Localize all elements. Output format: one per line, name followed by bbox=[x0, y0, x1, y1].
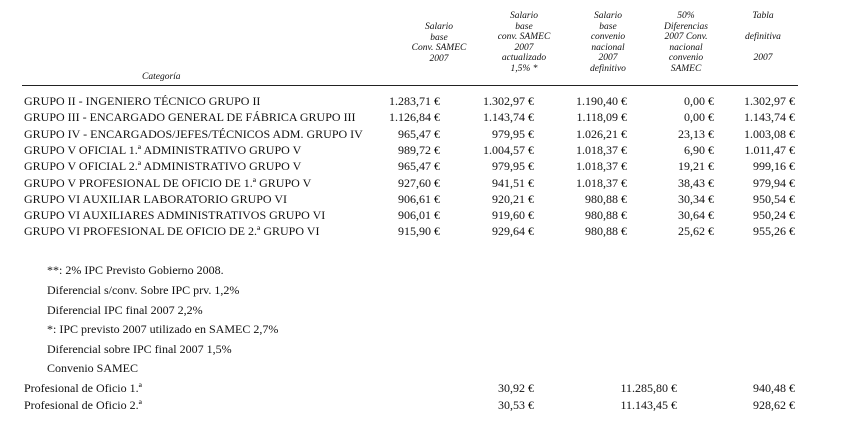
salario-actualizado-cell: 920,21 € bbox=[492, 191, 534, 206]
table-row bbox=[0, 224, 852, 240]
salario-nacional-cell: 1.026,21 € bbox=[576, 126, 627, 141]
diferencias-cell: 0,00 € bbox=[684, 94, 714, 108]
table-row bbox=[0, 159, 852, 175]
salario-actualizado-cell: 1.004,57 € bbox=[483, 142, 534, 157]
salario-base-cell: 1.126,84 € bbox=[389, 110, 440, 125]
salario-actualizado-cell: 1.302,97 € bbox=[483, 94, 534, 108]
table-row bbox=[0, 192, 852, 208]
salario-base-cell: 1.283,71 € bbox=[389, 94, 440, 108]
table-row bbox=[0, 127, 852, 143]
category-cell: GRUPO III - ENCARGADO GENERAL DE FÁBRICA GRUPO III bbox=[24, 110, 356, 125]
oficio-row bbox=[0, 398, 852, 414]
salario-nacional-cell: 980,88 € bbox=[585, 208, 627, 223]
header-diferencias: 50% Diferencias 2007 Conv. nacional convenio SAMEC bbox=[664, 11, 708, 74]
diferencias-cell: 25,62 € bbox=[678, 224, 714, 239]
category-cell: GRUPO V OFICIAL 2.ª ADMINISTRATIVO GRUPO V bbox=[24, 159, 302, 174]
category-cell: GRUPO II - INGENIERO TÉCNICO GRUPO II bbox=[24, 94, 261, 108]
tabla-definitiva-cell: 1.003,08 € bbox=[744, 126, 795, 141]
table-row bbox=[0, 94, 852, 110]
note-line: Diferencial s/conv. Sobre IPC prv. 1,2% bbox=[47, 283, 240, 297]
salario-nacional-cell: 1.018,37 € bbox=[576, 175, 627, 190]
tabla-definitiva-cell: 1.143,74 € bbox=[744, 110, 795, 125]
salario-actualizado-cell: 979,95 € bbox=[492, 159, 534, 174]
oficio-label: Profesional de Oficio 2.ª bbox=[24, 398, 142, 412]
salario-nacional-cell: 1.190,40 € bbox=[576, 94, 627, 108]
note-line: *: IPC previsto 2007 utilizado en SAMEC 2,7% bbox=[47, 322, 279, 336]
salario-actualizado-cell: 979,95 € bbox=[492, 126, 534, 141]
salario-actualizado-cell: 941,51 € bbox=[492, 175, 534, 190]
category-cell: GRUPO VI AUXILIARES ADMINISTRATIVOS GRUPO VI bbox=[24, 208, 326, 223]
salario-nacional-cell: 1.018,37 € bbox=[576, 159, 627, 174]
diferencias-cell: 30,64 € bbox=[678, 208, 714, 223]
header-salario-base-samec: Salario base Conv. SAMEC 2007 bbox=[411, 22, 467, 64]
salario-actualizado-cell: 929,64 € bbox=[492, 224, 534, 239]
category-cell: GRUPO VI PROFESIONAL DE OFICIO DE 2.ª GRUPO VI bbox=[24, 224, 320, 239]
salario-nacional-cell: 980,88 € bbox=[585, 191, 627, 206]
table-row bbox=[0, 176, 852, 192]
diferencias-cell: 38,43 € bbox=[678, 175, 714, 190]
diferencias-cell: 6,90 € bbox=[684, 142, 714, 157]
oficio-annual-value: 11.285,80 € bbox=[620, 381, 677, 395]
diferencias-cell: 0,00 € bbox=[684, 110, 714, 125]
tabla-definitiva-cell: 979,94 € bbox=[753, 175, 795, 190]
oficio-daily-value: 30,92 € bbox=[498, 381, 534, 395]
tabla-definitiva-cell: 999,16 € bbox=[753, 159, 795, 174]
salario-actualizado-cell: 1.143,74 € bbox=[483, 110, 534, 125]
salario-actualizado-cell: 919,60 € bbox=[492, 208, 534, 223]
oficio-monthly-value: 928,62 € bbox=[753, 398, 795, 412]
note-line: Diferencial IPC final 2007 2,2% bbox=[47, 303, 203, 317]
tabla-definitiva-cell: 950,24 € bbox=[753, 208, 795, 223]
table-row bbox=[0, 208, 852, 224]
tabla-definitiva-cell: 1.302,97 € bbox=[744, 94, 795, 108]
diferencias-cell: 19,21 € bbox=[678, 159, 714, 174]
oficio-annual-value: 11.143,45 € bbox=[620, 398, 677, 412]
category-cell: GRUPO V OFICIAL 1.ª ADMINISTRATIVO GRUPO V bbox=[24, 142, 302, 157]
oficio-label: Profesional de Oficio 1.ª bbox=[24, 381, 142, 395]
diferencias-cell: 30,34 € bbox=[678, 191, 714, 206]
header-salario-actualizado: Salario base conv. SAMEC 2007 actualizado 1,5% * bbox=[497, 11, 551, 74]
category-cell: GRUPO VI AUXILIAR LABORATORIO GRUPO VI bbox=[24, 191, 288, 206]
header-divider bbox=[22, 85, 798, 86]
oficio-daily-value: 30,53 € bbox=[498, 398, 534, 412]
oficio-row bbox=[0, 381, 852, 397]
salario-base-cell: 906,61 € bbox=[398, 191, 440, 206]
salario-base-cell: 989,72 € bbox=[398, 142, 440, 157]
salario-nacional-cell: 1.118,09 € bbox=[576, 110, 627, 125]
oficio-monthly-value: 940,48 € bbox=[753, 381, 795, 395]
salario-nacional-cell: 980,88 € bbox=[585, 224, 627, 239]
note-line: Convenio SAMEC bbox=[47, 361, 139, 375]
tabla-definitiva-cell: 955,26 € bbox=[753, 224, 795, 239]
note-line: Diferencial sobre IPC final 2007 1,5% bbox=[47, 342, 232, 356]
salario-base-cell: 965,47 € bbox=[398, 126, 440, 141]
note-line: **: 2% IPC Previsto Gobierno 2008. bbox=[47, 263, 224, 277]
category-cell: GRUPO IV - ENCARGADOS/JEFES/TÉCNICOS ADM. GRUPO IV bbox=[24, 126, 363, 141]
salario-base-cell: 915,90 € bbox=[398, 224, 440, 239]
diferencias-cell: 23,13 € bbox=[678, 126, 714, 141]
tabla-definitiva-cell: 950,54 € bbox=[753, 191, 795, 206]
category-cell: GRUPO V PROFESIONAL DE OFICIO DE 1.ª GRUPO V bbox=[24, 175, 312, 190]
table-row bbox=[0, 110, 852, 126]
salario-base-cell: 927,60 € bbox=[398, 175, 440, 190]
tabla-definitiva-cell: 1.011,47 € bbox=[744, 142, 795, 157]
salario-base-cell: 906,01 € bbox=[398, 208, 440, 223]
table-row bbox=[0, 143, 852, 159]
salario-base-cell: 965,47 € bbox=[398, 159, 440, 174]
header-tabla-definitiva: Tabla definitiva 2007 bbox=[745, 11, 781, 63]
header-salario-nacional: Salario base convenio nacional 2007 definitivo bbox=[590, 11, 626, 74]
header-categoria: Categoría bbox=[142, 72, 181, 82]
salario-nacional-cell: 1.018,37 € bbox=[576, 142, 627, 157]
